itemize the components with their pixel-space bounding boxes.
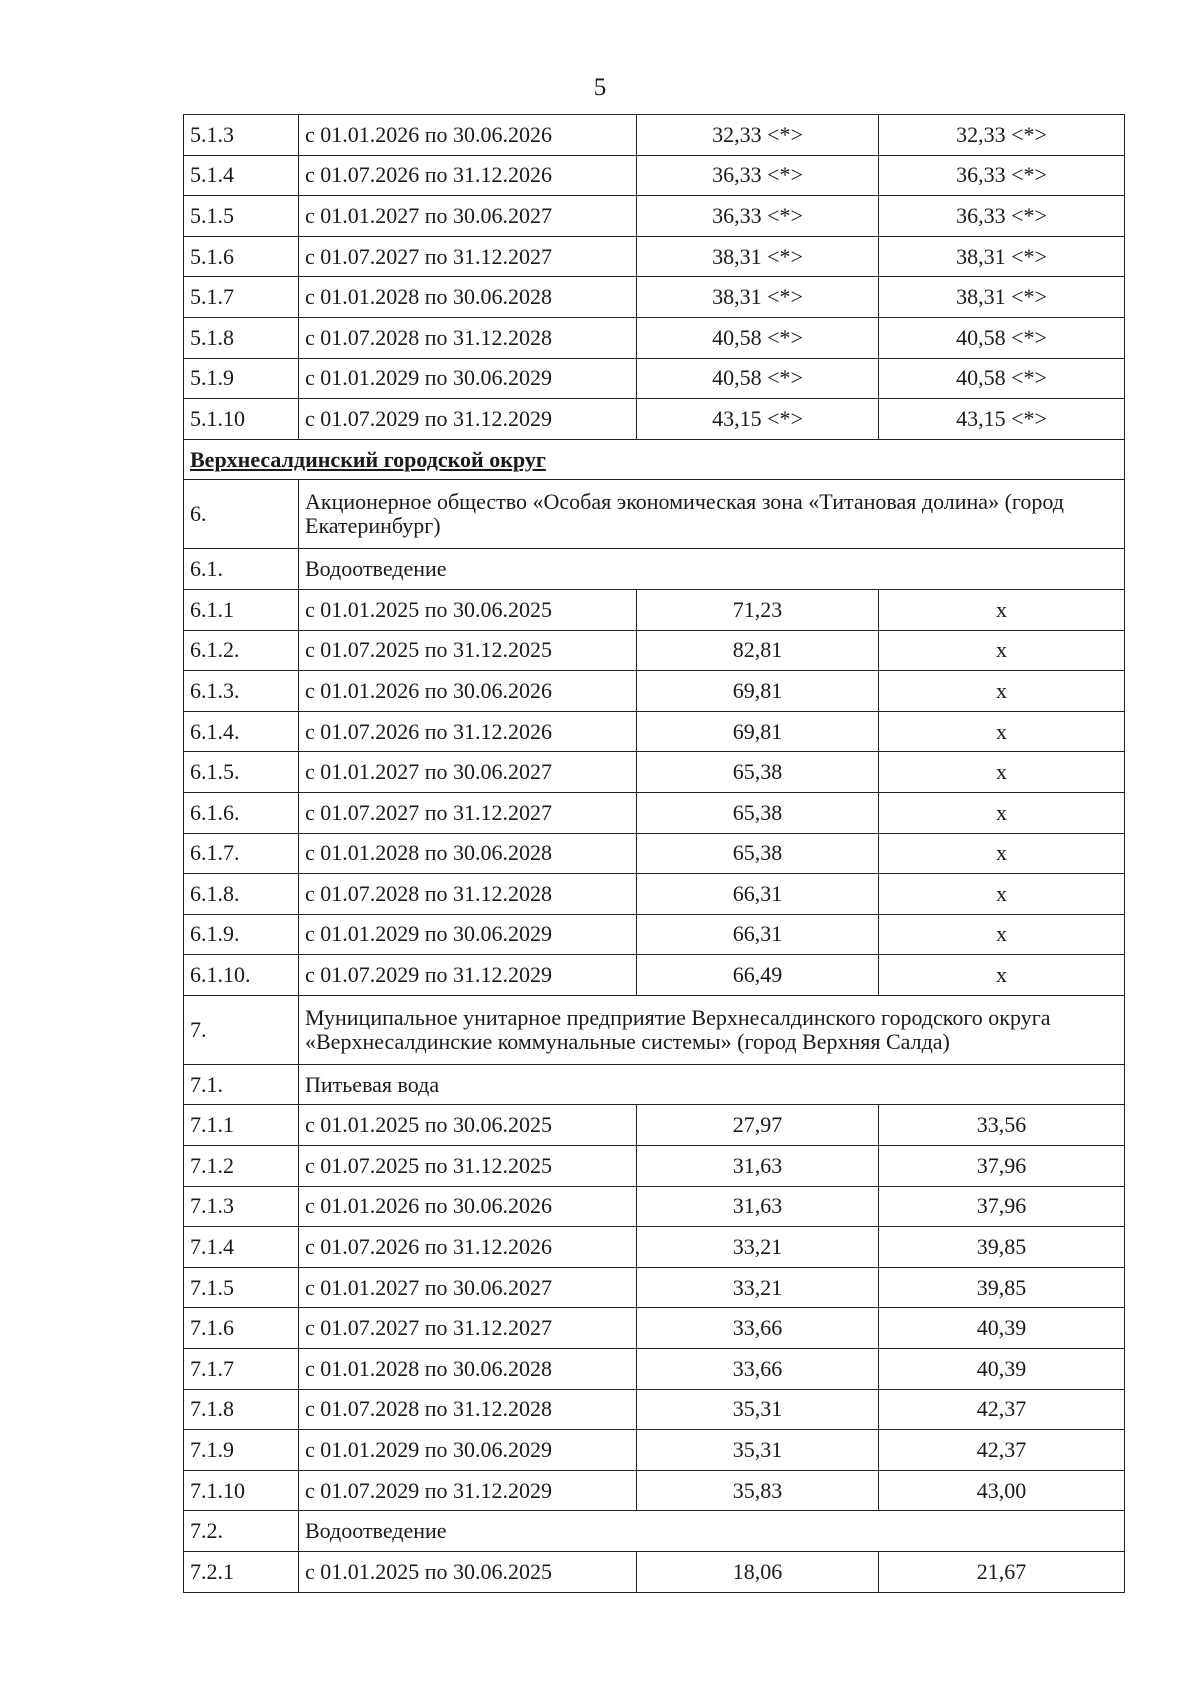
organization-number-cell: 6. [184, 480, 299, 549]
table-row [184, 1430, 1125, 1471]
tariff-value-cell: 69,81 [637, 711, 879, 752]
tariff-value-vat-cell: 40,39 [879, 1349, 1125, 1390]
row-number-cell: 7.1.1 [184, 1105, 299, 1146]
period-cell: с 01.07.2025 по 31.12.2025 [299, 630, 637, 671]
tariff-value-vat-cell: 36,33 <*> [879, 196, 1125, 237]
table-row [184, 833, 1125, 874]
period-cell: с 01.01.2028 по 30.06.2028 [299, 1349, 637, 1390]
row-number-cell: 7.1.10 [184, 1470, 299, 1511]
period-cell: с 01.07.2026 по 31.12.2026 [299, 711, 637, 752]
tariff-value-vat-cell: х [879, 955, 1125, 996]
tariff-value-vat-cell: 36,33 <*> [879, 155, 1125, 196]
table-row [184, 1470, 1125, 1511]
table-row [184, 1186, 1125, 1227]
section-name-cell: Питьевая вода [299, 1064, 1125, 1105]
period-cell: с 01.07.2028 по 31.12.2028 [299, 317, 637, 358]
tariff-value-cell: 31,63 [637, 1186, 879, 1227]
period-cell: с 01.01.2025 по 30.06.2025 [299, 1105, 637, 1146]
tariff-value-cell: 35,31 [637, 1430, 879, 1471]
row-number-cell: 7.1.2 [184, 1146, 299, 1187]
period-cell: с 01.01.2027 по 30.06.2027 [299, 1267, 637, 1308]
table-row [184, 914, 1125, 955]
row-number-cell: 6.1.6. [184, 792, 299, 833]
tariff-value-cell: 38,31 <*> [637, 277, 879, 318]
row-number-cell: 7.1.3 [184, 1186, 299, 1227]
section-number-cell: 7.2. [184, 1511, 299, 1552]
row-number-cell: 5.1.6 [184, 236, 299, 277]
table-row [184, 589, 1125, 630]
row-number-cell: 7.1.8 [184, 1389, 299, 1430]
row-number-cell: 7.2.1 [184, 1552, 299, 1593]
tariff-value-vat-cell: 39,85 [879, 1227, 1125, 1268]
section-name-cell: Водоотведение [299, 549, 1125, 590]
table-row [184, 358, 1125, 399]
row-number-cell: 5.1.8 [184, 317, 299, 358]
tariff-value-cell: 33,66 [637, 1349, 879, 1390]
tariff-value-cell: 65,38 [637, 752, 879, 793]
service-section-row [184, 1064, 1125, 1105]
period-cell: с 01.07.2028 по 31.12.2028 [299, 1389, 637, 1430]
period-cell: с 01.07.2029 по 31.12.2029 [299, 955, 637, 996]
row-number-cell: 5.1.10 [184, 399, 299, 440]
service-section-row [184, 549, 1125, 590]
table-row [184, 671, 1125, 712]
period-cell: с 01.01.2026 по 30.06.2026 [299, 671, 637, 712]
period-cell: с 01.01.2029 по 30.06.2029 [299, 358, 637, 399]
tariff-value-cell: 82,81 [637, 630, 879, 671]
district-heading: Верхнесалдинский городской округ [184, 439, 1125, 480]
row-number-cell: 6.1.2. [184, 630, 299, 671]
tariff-value-vat-cell: 33,56 [879, 1105, 1125, 1146]
row-number-cell: 6.1.5. [184, 752, 299, 793]
tariff-value-vat-cell: 40,39 [879, 1308, 1125, 1349]
row-number-cell: 7.1.6 [184, 1308, 299, 1349]
district-row [184, 439, 1125, 480]
table-row [184, 1267, 1125, 1308]
tariff-value-vat-cell: 43,15 <*> [879, 399, 1125, 440]
table-row [184, 399, 1125, 440]
tariff-value-vat-cell: х [879, 914, 1125, 955]
organization-row [184, 995, 1125, 1064]
section-name-cell: Водоотведение [299, 1511, 1125, 1552]
tariff-value-cell: 66,49 [637, 955, 879, 996]
tariff-value-vat-cell: 40,58 <*> [879, 358, 1125, 399]
row-number-cell: 7.1.7 [184, 1349, 299, 1390]
tariff-value-vat-cell: 40,58 <*> [879, 317, 1125, 358]
section-number-cell: 7.1. [184, 1064, 299, 1105]
tariff-value-vat-cell: 38,31 <*> [879, 236, 1125, 277]
table-row [184, 752, 1125, 793]
period-cell: с 01.01.2026 по 30.06.2026 [299, 1186, 637, 1227]
tariff-table-body [184, 115, 1125, 1593]
page-number: 5 [593, 74, 607, 101]
organization-row [184, 480, 1125, 549]
period-cell: с 01.01.2027 по 30.06.2027 [299, 196, 637, 237]
tariff-value-cell: 31,63 [637, 1146, 879, 1187]
tariff-value-vat-cell: х [879, 671, 1125, 712]
tariff-value-cell: 66,31 [637, 914, 879, 955]
row-number-cell: 5.1.4 [184, 155, 299, 196]
tariff-value-cell: 35,31 [637, 1389, 879, 1430]
organization-name-cell: Акционерное общество «Особая экономическая зона «Титановая долина» (город Екатеринбург) [299, 480, 1125, 549]
period-cell: с 01.07.2029 по 31.12.2029 [299, 399, 637, 440]
row-number-cell: 7.1.4 [184, 1227, 299, 1268]
period-cell: с 01.01.2027 по 30.06.2027 [299, 752, 637, 793]
period-cell: с 01.07.2027 по 31.12.2027 [299, 1308, 637, 1349]
tariff-value-cell: 35,83 [637, 1470, 879, 1511]
tariff-value-cell: 36,33 <*> [637, 196, 879, 237]
table-row [184, 317, 1125, 358]
tariff-value-vat-cell: х [879, 711, 1125, 752]
table-row [184, 115, 1125, 156]
table-row [184, 1105, 1125, 1146]
table-row [184, 196, 1125, 237]
row-number-cell: 6.1.10. [184, 955, 299, 996]
tariff-value-vat-cell: х [879, 792, 1125, 833]
period-cell: с 01.01.2026 по 30.06.2026 [299, 115, 637, 156]
tariff-value-vat-cell: 39,85 [879, 1267, 1125, 1308]
row-number-cell: 6.1.3. [184, 671, 299, 712]
tariff-value-cell: 71,23 [637, 589, 879, 630]
row-number-cell: 5.1.3 [184, 115, 299, 156]
tariff-value-vat-cell: х [879, 589, 1125, 630]
tariff-value-cell: 40,58 <*> [637, 317, 879, 358]
period-cell: с 01.07.2025 по 31.12.2025 [299, 1146, 637, 1187]
row-number-cell: 5.1.7 [184, 277, 299, 318]
tariff-value-vat-cell: х [879, 630, 1125, 671]
service-section-row [184, 1511, 1125, 1552]
row-number-cell: 7.1.9 [184, 1430, 299, 1471]
tariff-value-cell: 33,66 [637, 1308, 879, 1349]
table-row [184, 711, 1125, 752]
tariff-value-cell: 27,97 [637, 1105, 879, 1146]
tariff-value-vat-cell: 42,37 [879, 1389, 1125, 1430]
period-cell: с 01.01.2028 по 30.06.2028 [299, 833, 637, 874]
table-row [184, 1389, 1125, 1430]
table-row [184, 874, 1125, 915]
tariff-value-cell: 18,06 [637, 1552, 879, 1593]
table-row [184, 277, 1125, 318]
period-cell: с 01.01.2025 по 30.06.2025 [299, 1552, 637, 1593]
section-number-cell: 6.1. [184, 549, 299, 590]
period-cell: с 01.07.2026 по 31.12.2026 [299, 155, 637, 196]
table-row [184, 630, 1125, 671]
tariff-value-cell: 40,58 <*> [637, 358, 879, 399]
row-number-cell: 5.1.5 [184, 196, 299, 237]
tariff-value-cell: 65,38 [637, 792, 879, 833]
period-cell: с 01.07.2026 по 31.12.2026 [299, 1227, 637, 1268]
period-cell: с 01.01.2028 по 30.06.2028 [299, 277, 637, 318]
tariff-value-cell: 33,21 [637, 1227, 879, 1268]
tariff-value-vat-cell: 32,33 <*> [879, 115, 1125, 156]
tariff-value-vat-cell: 38,31 <*> [879, 277, 1125, 318]
row-number-cell: 7.1.5 [184, 1267, 299, 1308]
row-number-cell: 5.1.9 [184, 358, 299, 399]
table-row [184, 1146, 1125, 1187]
table-row [184, 955, 1125, 996]
organization-name-cell: Муниципальное унитарное предприятие Верхнесалдинского городского округа «Верхнесалдинские коммунальные системы» (город Верхняя Салда) [299, 995, 1125, 1064]
table-row [184, 155, 1125, 196]
row-number-cell: 6.1.9. [184, 914, 299, 955]
tariff-value-vat-cell: х [879, 833, 1125, 874]
tariff-value-cell: 69,81 [637, 671, 879, 712]
table-row [184, 236, 1125, 277]
tariff-value-vat-cell: 37,96 [879, 1186, 1125, 1227]
period-cell: с 01.07.2027 по 31.12.2027 [299, 792, 637, 833]
table-row [184, 1308, 1125, 1349]
table-row [184, 1552, 1125, 1593]
tariff-table [183, 114, 1125, 1593]
row-number-cell: 6.1.1 [184, 589, 299, 630]
tariff-value-cell: 33,21 [637, 1267, 879, 1308]
tariff-value-vat-cell: 37,96 [879, 1146, 1125, 1187]
period-cell: с 01.01.2029 по 30.06.2029 [299, 1430, 637, 1471]
tariff-value-cell: 38,31 <*> [637, 236, 879, 277]
tariff-value-cell: 66,31 [637, 874, 879, 915]
row-number-cell: 6.1.8. [184, 874, 299, 915]
table-row [184, 792, 1125, 833]
table-row [184, 1227, 1125, 1268]
tariff-value-cell: 65,38 [637, 833, 879, 874]
period-cell: с 01.01.2029 по 30.06.2029 [299, 914, 637, 955]
row-number-cell: 6.1.7. [184, 833, 299, 874]
period-cell: с 01.07.2028 по 31.12.2028 [299, 874, 637, 915]
table-row [184, 1349, 1125, 1390]
tariff-value-vat-cell: 21,67 [879, 1552, 1125, 1593]
tariff-value-cell: 43,15 <*> [637, 399, 879, 440]
tariff-value-vat-cell: х [879, 752, 1125, 793]
period-cell: с 01.07.2027 по 31.12.2027 [299, 236, 637, 277]
period-cell: с 01.07.2029 по 31.12.2029 [299, 1470, 637, 1511]
row-number-cell: 6.1.4. [184, 711, 299, 752]
tariff-value-vat-cell: 42,37 [879, 1430, 1125, 1471]
tariff-value-cell: 32,33 <*> [637, 115, 879, 156]
period-cell: с 01.01.2025 по 30.06.2025 [299, 589, 637, 630]
tariff-value-cell: 36,33 <*> [637, 155, 879, 196]
tariff-value-vat-cell: х [879, 874, 1125, 915]
tariff-value-vat-cell: 43,00 [879, 1470, 1125, 1511]
organization-number-cell: 7. [184, 995, 299, 1064]
